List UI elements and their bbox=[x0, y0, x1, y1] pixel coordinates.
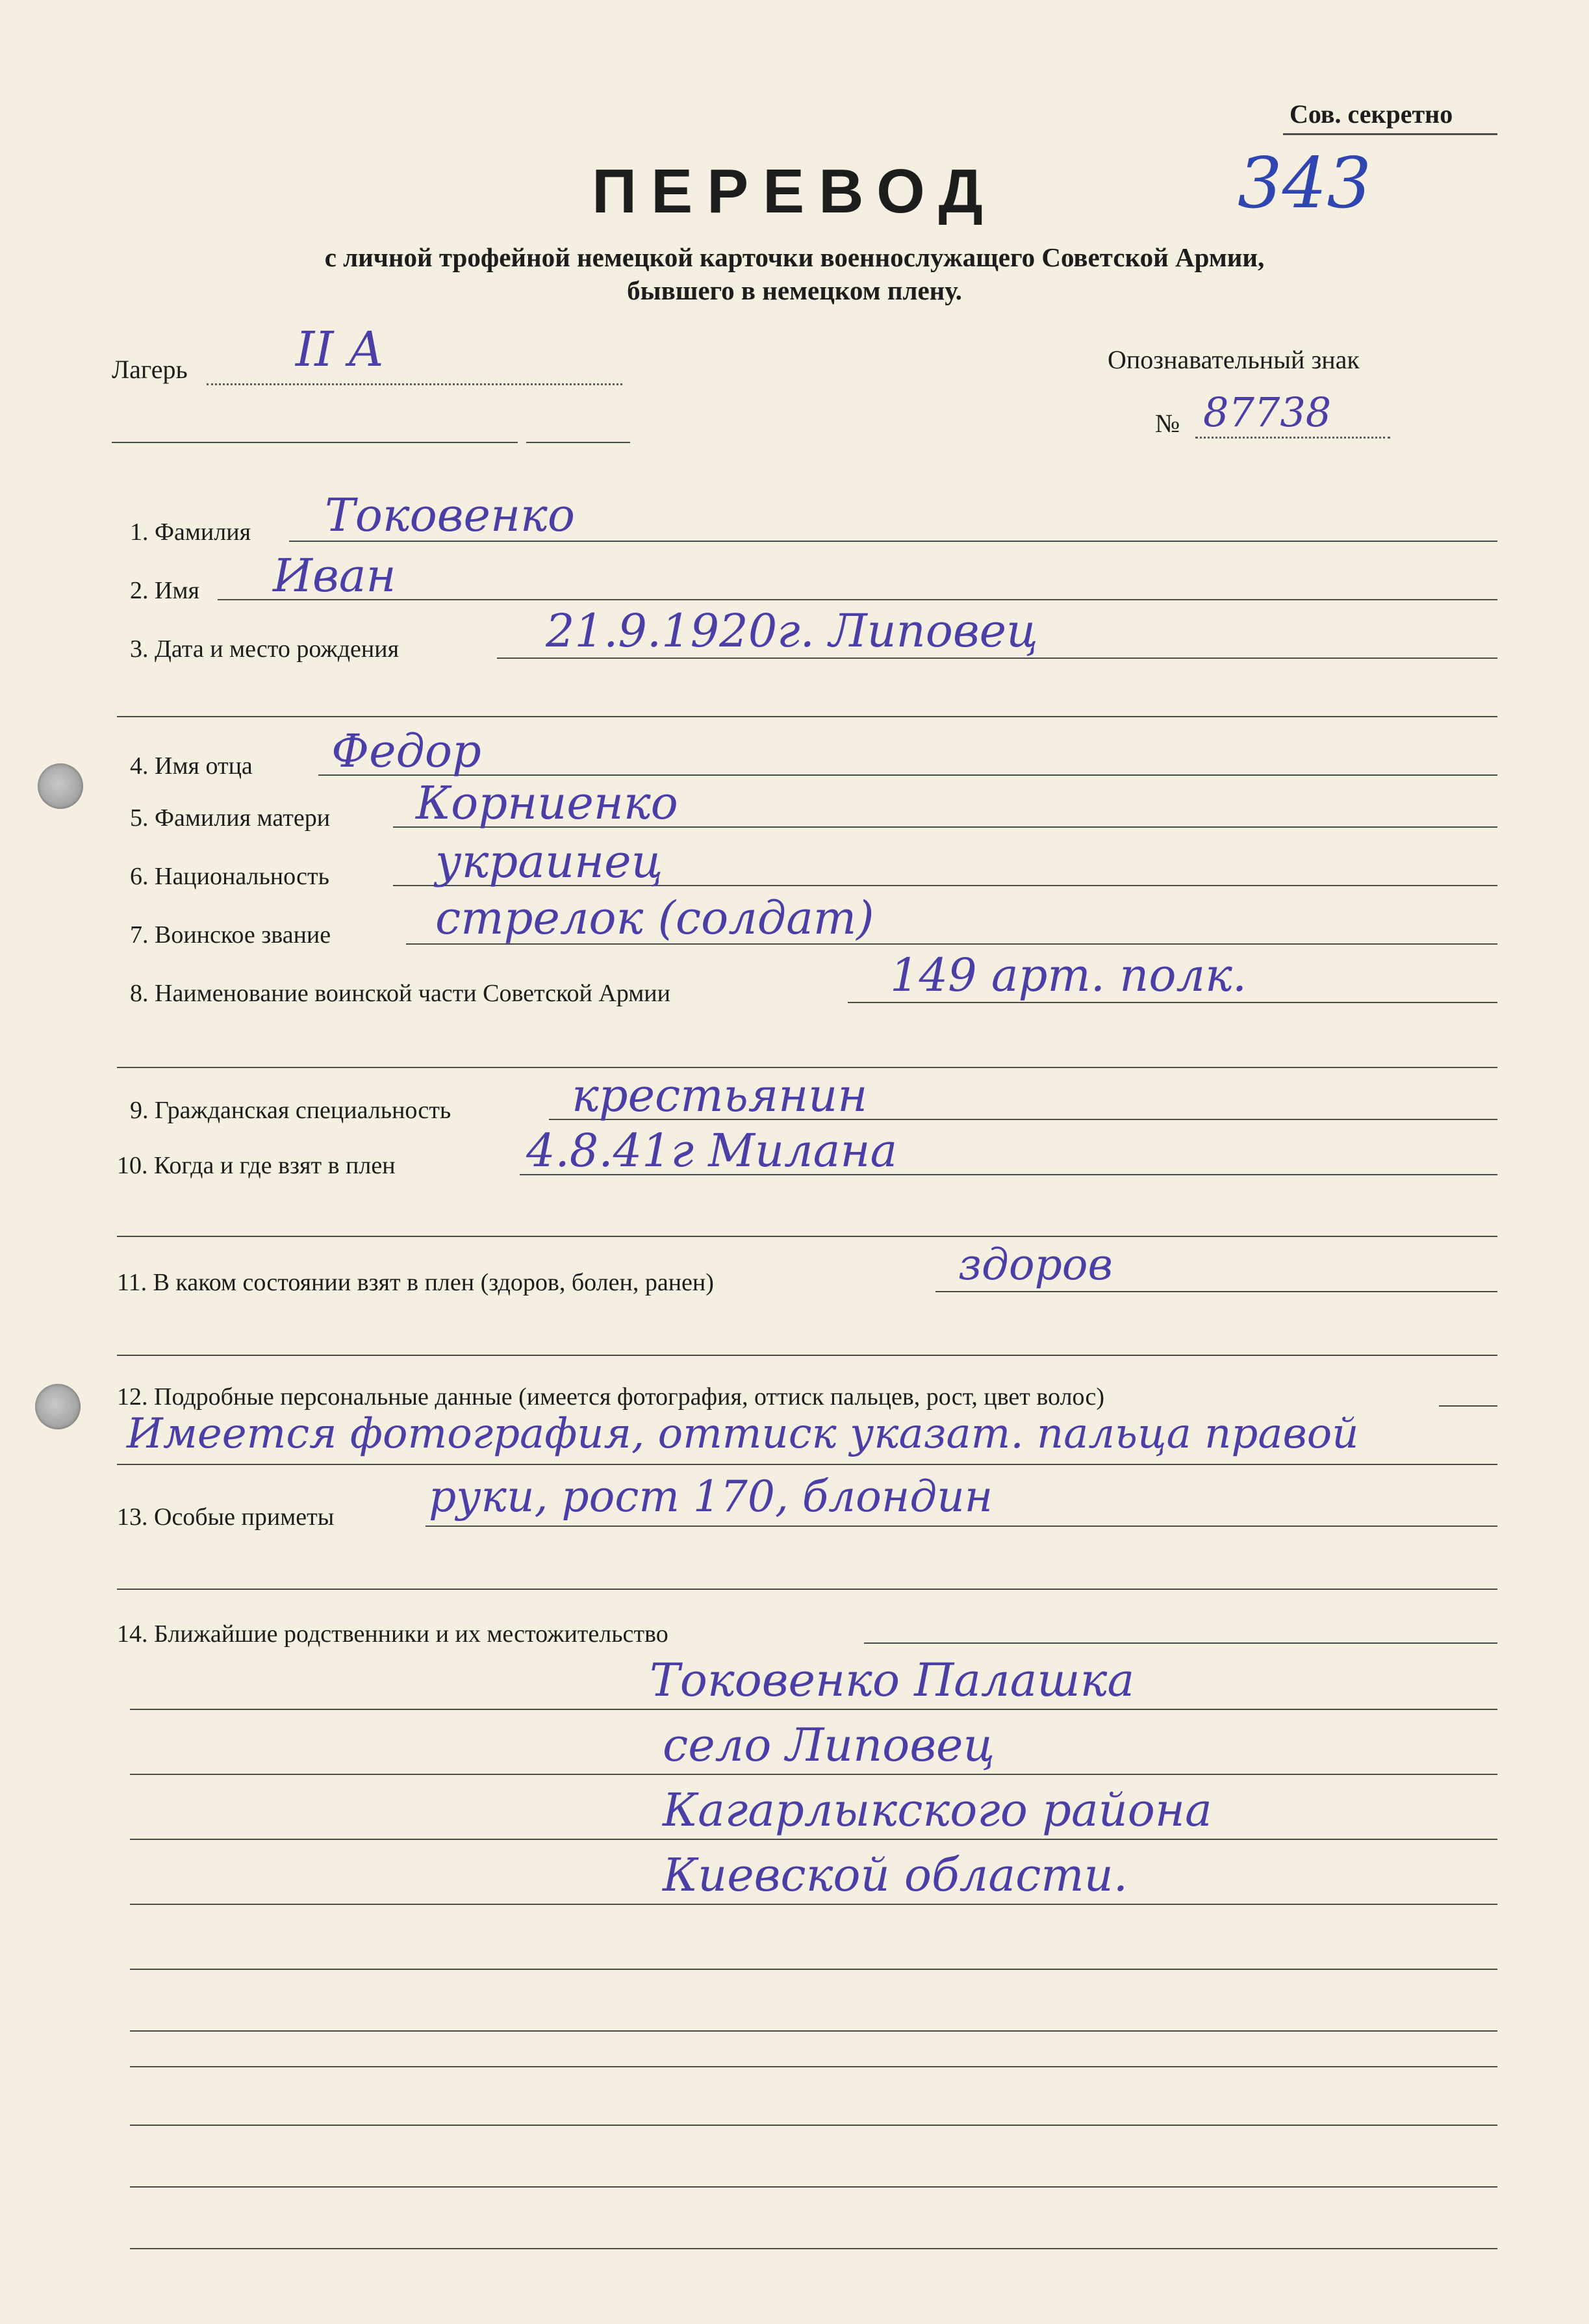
tag-number-label: № bbox=[1155, 409, 1180, 438]
classification-mark: Сов. секретно bbox=[1290, 99, 1453, 129]
punch-hole-bottom bbox=[35, 1384, 81, 1429]
camp-label: Лагерь bbox=[112, 355, 188, 384]
camp-line-2a bbox=[112, 442, 518, 443]
field-name-line bbox=[218, 599, 1497, 600]
field-captured-line-2 bbox=[117, 1236, 1497, 1237]
field-mother-label: 5. Фамилия матери bbox=[130, 804, 331, 832]
field-father-value: Федор bbox=[331, 724, 481, 778]
relatives-value-1: Токовенко Палашка bbox=[650, 1654, 1135, 1707]
field-unit-line-2 bbox=[117, 1067, 1497, 1068]
field-condition-line-2 bbox=[117, 1355, 1497, 1356]
field-surname-label: 1. Фамилия bbox=[130, 518, 251, 546]
field-rank-label: 7. Воинское звание bbox=[130, 921, 331, 949]
field-surname-value: Токовенко bbox=[325, 489, 575, 542]
relatives-line-10 bbox=[130, 2248, 1497, 2249]
field-personal-line bbox=[1439, 1405, 1497, 1407]
field-marks-line bbox=[426, 1526, 1497, 1527]
field-name-value: Иван bbox=[273, 549, 396, 602]
relatives-line-8 bbox=[130, 2125, 1497, 2126]
field-birth-label: 3. Дата и место рождения bbox=[130, 635, 400, 663]
tag-label: Опознавательный знак bbox=[1108, 345, 1360, 374]
field-condition-value: здоров bbox=[958, 1240, 1113, 1290]
camp-line-2b bbox=[526, 442, 630, 443]
field-birth-line-2 bbox=[117, 716, 1497, 717]
field-personal-value: Имеется фотография, оттиск указат. пальца правой bbox=[127, 1410, 1359, 1458]
field-profession-label: 9. Гражданская специальность bbox=[130, 1097, 451, 1124]
field-marks-line-2 bbox=[117, 1589, 1497, 1590]
relatives-value-2: село Липовец bbox=[663, 1718, 995, 1772]
relatives-line-3 bbox=[130, 1839, 1497, 1840]
field-captured-label: 10. Когда и где взят в плен bbox=[117, 1152, 396, 1179]
field-condition-label: 11. В каком состоянии взят в плен (здоров, болен, ранен) bbox=[117, 1269, 714, 1296]
punch-hole-top bbox=[38, 763, 83, 809]
relatives-value-3: Кагарлыкского района bbox=[663, 1783, 1212, 1837]
relatives-line-7 bbox=[130, 2066, 1497, 2067]
field-name-label: 2. Имя bbox=[130, 577, 199, 604]
relatives-value-4: Киевской области. bbox=[663, 1848, 1128, 1902]
field-birth-line bbox=[497, 658, 1497, 659]
field-marks-value: руки, рост 170, блондин bbox=[429, 1472, 993, 1522]
classification-underline bbox=[1283, 133, 1497, 135]
relatives-line-5 bbox=[130, 1969, 1497, 1970]
relatives-line-9 bbox=[130, 2186, 1497, 2188]
field-captured-value: 4.8.41г Милана bbox=[526, 1124, 898, 1177]
field-personal-line-2 bbox=[117, 1464, 1497, 1465]
field-birth-value: 21.9.1920г. Липовец bbox=[546, 604, 1038, 658]
camp-value: II A bbox=[296, 322, 384, 377]
field-father-label: 4. Имя отца bbox=[130, 752, 253, 780]
relatives-line-1 bbox=[130, 1709, 1497, 1710]
relatives-line-4 bbox=[130, 1904, 1497, 1905]
field-unit-value: 149 арт. полк. bbox=[890, 949, 1247, 1002]
field-profession-value: крестьянин bbox=[572, 1069, 868, 1122]
tag-number-value: 87738 bbox=[1203, 389, 1332, 436]
field-nationality-value: украинец bbox=[435, 835, 663, 888]
subtitle-line-2: бывшего в немецком плену. bbox=[627, 275, 962, 305]
field-relatives-label: 14. Ближайшие родственники и их местожительство bbox=[117, 1620, 668, 1648]
field-father-line bbox=[318, 774, 1497, 776]
relatives-line-2 bbox=[130, 1774, 1497, 1775]
field-unit-line bbox=[848, 1002, 1497, 1003]
field-relatives-line bbox=[864, 1642, 1497, 1644]
field-nationality-label: 6. Национальность bbox=[130, 863, 329, 890]
field-unit-label: 8. Наименование воинской части Советской Армии bbox=[130, 980, 670, 1007]
subtitle-line-1: с личной трофейной немецкой карточки военнослужащего Советской Армии, bbox=[324, 242, 1265, 272]
relatives-line-6 bbox=[130, 2030, 1497, 2032]
field-condition-line bbox=[935, 1291, 1497, 1292]
archive-number: 343 bbox=[1238, 143, 1372, 224]
field-marks-label: 13. Особые приметы bbox=[117, 1503, 335, 1531]
field-rank-value: стрелок (солдат) bbox=[435, 891, 874, 945]
field-personal-label: 12. Подробные персональные данные (имеется фотография, оттиск пальцев, рост, цвет волос) bbox=[117, 1383, 1104, 1411]
camp-dotline bbox=[207, 383, 622, 385]
document-title: ПЕРЕВОД bbox=[592, 157, 997, 226]
field-mother-value: Корниенко bbox=[416, 776, 678, 830]
tag-dotline bbox=[1195, 437, 1390, 439]
